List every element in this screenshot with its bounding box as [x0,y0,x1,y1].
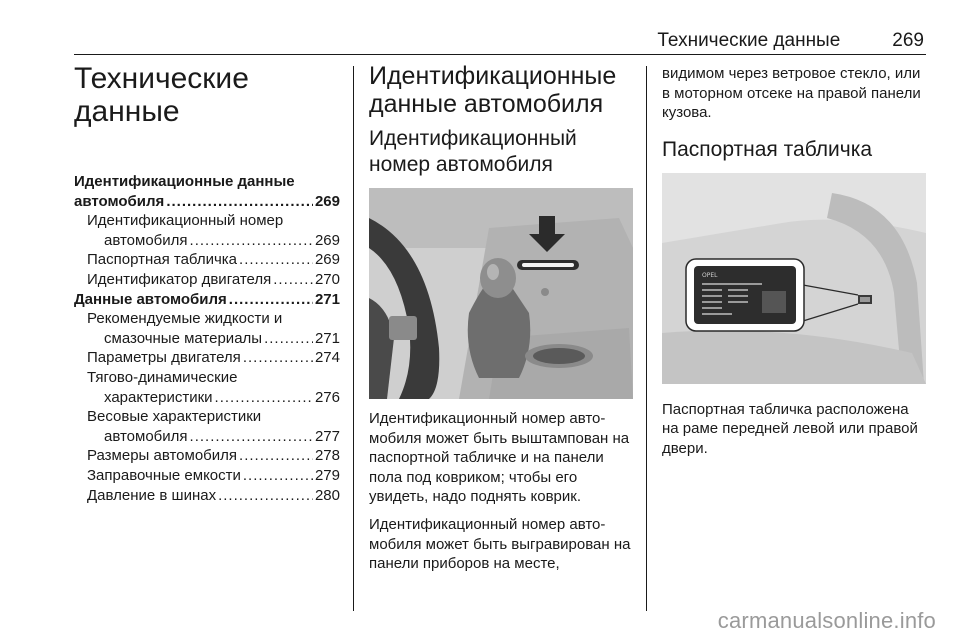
toc-entry-text: автомобиля [104,231,188,249]
chapter-title [74,62,340,128]
plate-brand-label: OPEL [702,271,718,279]
toc-page-number: 277 [314,427,340,445]
toc-entry-text: Размеры автомобиля [87,447,238,465]
toc-entry[interactable] [74,172,340,211]
section-title [369,62,633,118]
toc-entry-text: Заправочные емкости [87,466,241,484]
toc-leader-dots [239,250,313,270]
plate-location-illustration [662,173,926,384]
toc-entry-text: Паспортная табличка [87,251,238,269]
column-divider-1 [353,66,354,611]
toc-entry[interactable] [74,407,340,446]
toc-page-number: 271 [314,290,340,308]
toc-entry[interactable] [74,290,340,310]
toc-entry[interactable] [74,368,340,407]
watermark: carmanualsonline.info [717,608,936,633]
toc-leader-dots [190,231,313,251]
toc-leader-dots [229,290,313,310]
subsection-title-vin [369,126,633,178]
toc-leader-dots [273,270,313,290]
toc-page-number: 276 [314,388,340,406]
toc-entry[interactable] [74,211,340,250]
table-of-contents [74,172,340,505]
paragraph-vin-1: Идентификационный номер автомобиля может быть выштампован на паспортной табличке и на панели пола под ковриком; чтобы его увидеть, надо поднять коврик. [369,410,630,506]
header-page-number: 269 [892,30,924,51]
toc-entry[interactable] [74,446,340,466]
toc-page-number: 279 [314,466,340,484]
toc-entry[interactable] [74,486,340,506]
column-divider-2 [646,66,647,611]
section-title-line-2: данные автомобиля [369,90,604,118]
toc-entry-text: Идентификационные данные [74,173,295,190]
toc-entry-text: Данные автомобиля [74,290,227,308]
figure-identification-plate [662,173,926,384]
column-3 [662,62,926,467]
toc-page-number: 271 [314,329,340,347]
toc-entry[interactable] [74,309,340,348]
toc-entry-text: смазочные материалы [104,329,263,347]
chapter-title-line-1: Технические [74,62,249,95]
chapter-title-line-2: данные [74,95,180,128]
toc-page-number: 274 [314,349,340,367]
toc-leader-dots [215,388,313,408]
toc-leader-dots [239,446,313,466]
toc-entry-text: Идентификационный номер [87,212,284,230]
header-title: Технические данные [657,30,841,51]
paragraph-vin-continued: видимом через ветровое стекло, или в моторном отсеке на правой панели кузова. [662,65,921,122]
toc-leader-dots [243,348,313,368]
toc-entry-text: автомобиля [74,192,165,210]
toc-leader-dots [218,486,313,506]
toc-entry-text: Идентификатор двигателя [87,270,272,288]
subsection-title-vin-line-1: Идентификационный [369,127,577,150]
paragraph-vin-2: Идентификационный номер автомобиля может быть выгравирован на панели приборов на месте, [369,515,631,573]
running-header [0,30,924,52]
toc-leader-dots [243,466,313,486]
toc-page-number: 269 [314,231,340,249]
toc-entry[interactable] [74,270,340,290]
column-1 [74,62,340,505]
toc-entry-text: Рекомендуемые жидкости и [87,310,283,328]
toc-leader-dots [190,427,313,447]
vin-location-illustration [369,188,633,399]
figure-vin-location [369,188,633,399]
toc-page-number: 269 [314,192,340,210]
toc-leader-dots [166,192,313,212]
header-rule [74,54,926,55]
section-title-line-1: Идентификационные [369,62,617,90]
paragraph-plate: Паспортная табличка расположена на раме передней левой или правой двери. [662,400,918,457]
toc-entry[interactable] [74,348,340,368]
toc-entry[interactable] [74,466,340,486]
toc-entry-text: Параметры двигателя [87,349,241,367]
toc-page-number: 280 [314,486,340,504]
toc-page-number: 278 [314,447,340,465]
column-2 [369,62,633,582]
toc-entry-text: автомобиля [104,427,188,445]
toc-entry-text: Весовые характеристики [87,408,262,426]
toc-page-number: 270 [314,270,340,288]
toc-entry-text: характеристики [104,388,213,406]
subsection-title-vin-line-2: номер автомобиля [369,153,553,176]
toc-entry[interactable] [74,250,340,270]
toc-page-number: 269 [314,251,340,269]
subsection-title-plate: Паспортная табличка [662,137,873,161]
toc-entry-text: Тягово-динамические [87,368,238,386]
toc-leader-dots [264,329,313,349]
toc-entry-text: Давление в шинах [87,486,217,504]
